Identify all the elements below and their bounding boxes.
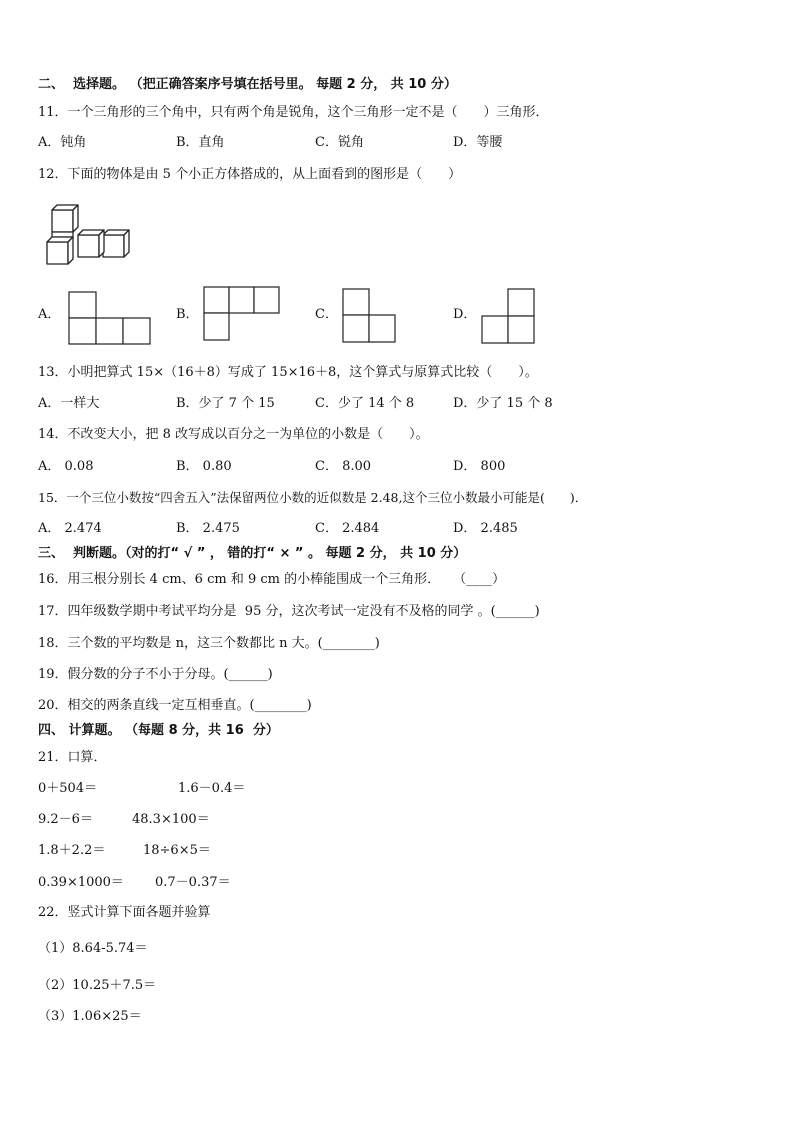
option-d-top-view xyxy=(481,288,537,346)
question-18: 18．三个数的平均数是 n，这三个数都比 n 大。(________) xyxy=(38,636,380,651)
question-15-option-d: D． 2.485 xyxy=(453,521,518,536)
cube-stack-figure xyxy=(44,200,139,270)
question-20: 20．相交的两条直线一定互相垂直。(________) xyxy=(38,698,312,713)
section-heading-calculation: 四、 计算题。 （每题 8 分，共 16 分） xyxy=(38,723,279,738)
oral-calc-item: 0.39×1000＝ xyxy=(38,875,124,890)
question-14-option-a: A． 0.08 xyxy=(38,459,94,474)
oral-calc-item: 1.6－0.4＝ xyxy=(178,781,246,796)
question-14-stem: 14．不改变大小，把 8 改写成以百分之一为单位的小数是（ ）。 xyxy=(38,427,429,442)
option-a-top-view xyxy=(68,291,152,345)
vertical-calc-item: （3）1.06×25＝ xyxy=(38,1009,142,1024)
question-12-option-d: D． xyxy=(453,307,477,322)
vertical-calc-item: （2）10.25＋7.5＝ xyxy=(38,978,157,993)
question-12-option-a: A． xyxy=(38,307,61,322)
question-15-option-b: B． 2.475 xyxy=(176,521,240,536)
question-14-option-d: D． 800 xyxy=(453,459,506,474)
section-heading-choice: 二、 选择题。 （把正确答案序号填在括号里。 每题 2 分， 共 10 分） xyxy=(38,77,457,92)
option-c-top-view xyxy=(342,288,398,344)
question-14-option-c: C． 8.00 xyxy=(315,459,372,474)
oral-calc-item: 48.3×100＝ xyxy=(132,812,210,827)
question-16: 16．用三根分别长 4 cm、6 cm 和 9 cm 的小棒能围成一个三角形． （____） xyxy=(38,572,506,587)
question-14-option-b: B． 0.80 xyxy=(176,459,232,474)
oral-calc-item: 0.7－0.37＝ xyxy=(155,875,231,890)
oral-calc-item: 1.8＋2.2＝ xyxy=(38,843,106,858)
oral-calc-item: 0＋504＝ xyxy=(38,781,98,796)
question-13-stem: 13．小明把算式 15×（16＋8）写成了 15×16＋8，这个算式与原算式比较（ ）。 xyxy=(38,365,538,380)
question-19: 19．假分数的分子不小于分母。(______) xyxy=(38,667,273,682)
vertical-calc-item: （1）8.64-5.74＝ xyxy=(38,941,148,956)
oral-calc-item: 9.2－6＝ xyxy=(38,812,93,827)
question-12-option-b: B． xyxy=(176,307,199,322)
question-12-stem: 12．下面的物体是由 5 个小正方体搭成的，从上面看到的图形是（ ） xyxy=(38,167,462,182)
question-15-option-c: C． 2.484 xyxy=(315,521,380,536)
question-15-stem: 15．一个三位小数按“四舍五入”法保留两位小数的近似数是 2.48,这个三位小数最小可能是( )． xyxy=(38,490,588,505)
question-11-option-a: A．钝角 xyxy=(38,135,87,150)
question-11-stem: 11．一个三角形的三个角中，只有两个角是锐角，这个三角形一定不是（ ）三角形． xyxy=(38,105,549,120)
question-12-option-c: C． xyxy=(315,307,338,322)
question-21-stem: 21．口算． xyxy=(38,750,107,765)
question-11-option-c: C．锐角 xyxy=(315,135,364,150)
question-13-option-d: D．少了 15 个 8 xyxy=(453,396,553,411)
question-13-option-c: C．少了 14 个 8 xyxy=(315,396,415,411)
question-22-stem: 22．竖式计算下面各题并验算 xyxy=(38,905,211,920)
question-15-option-a: A． 2.474 xyxy=(38,521,102,536)
question-13-option-b: B．少了 7 个 15 xyxy=(176,396,275,411)
question-11-option-d: D．等腰 xyxy=(453,135,503,150)
question-11-option-b: B．直角 xyxy=(176,135,225,150)
question-13-option-a: A．一样大 xyxy=(38,396,100,411)
oral-calc-item: 18÷6×5＝ xyxy=(143,843,211,858)
question-17: 17．四年级数学期中考试平均分是 95 分，这次考试一定没有不及格的同学 。(______) xyxy=(38,604,540,619)
option-b-top-view xyxy=(203,286,281,342)
section-heading-judgement: 三、 判断题。（对的打“ √ ” ， 错的打“ × ” 。 每题 2 分， 共 10 分） xyxy=(38,546,467,561)
